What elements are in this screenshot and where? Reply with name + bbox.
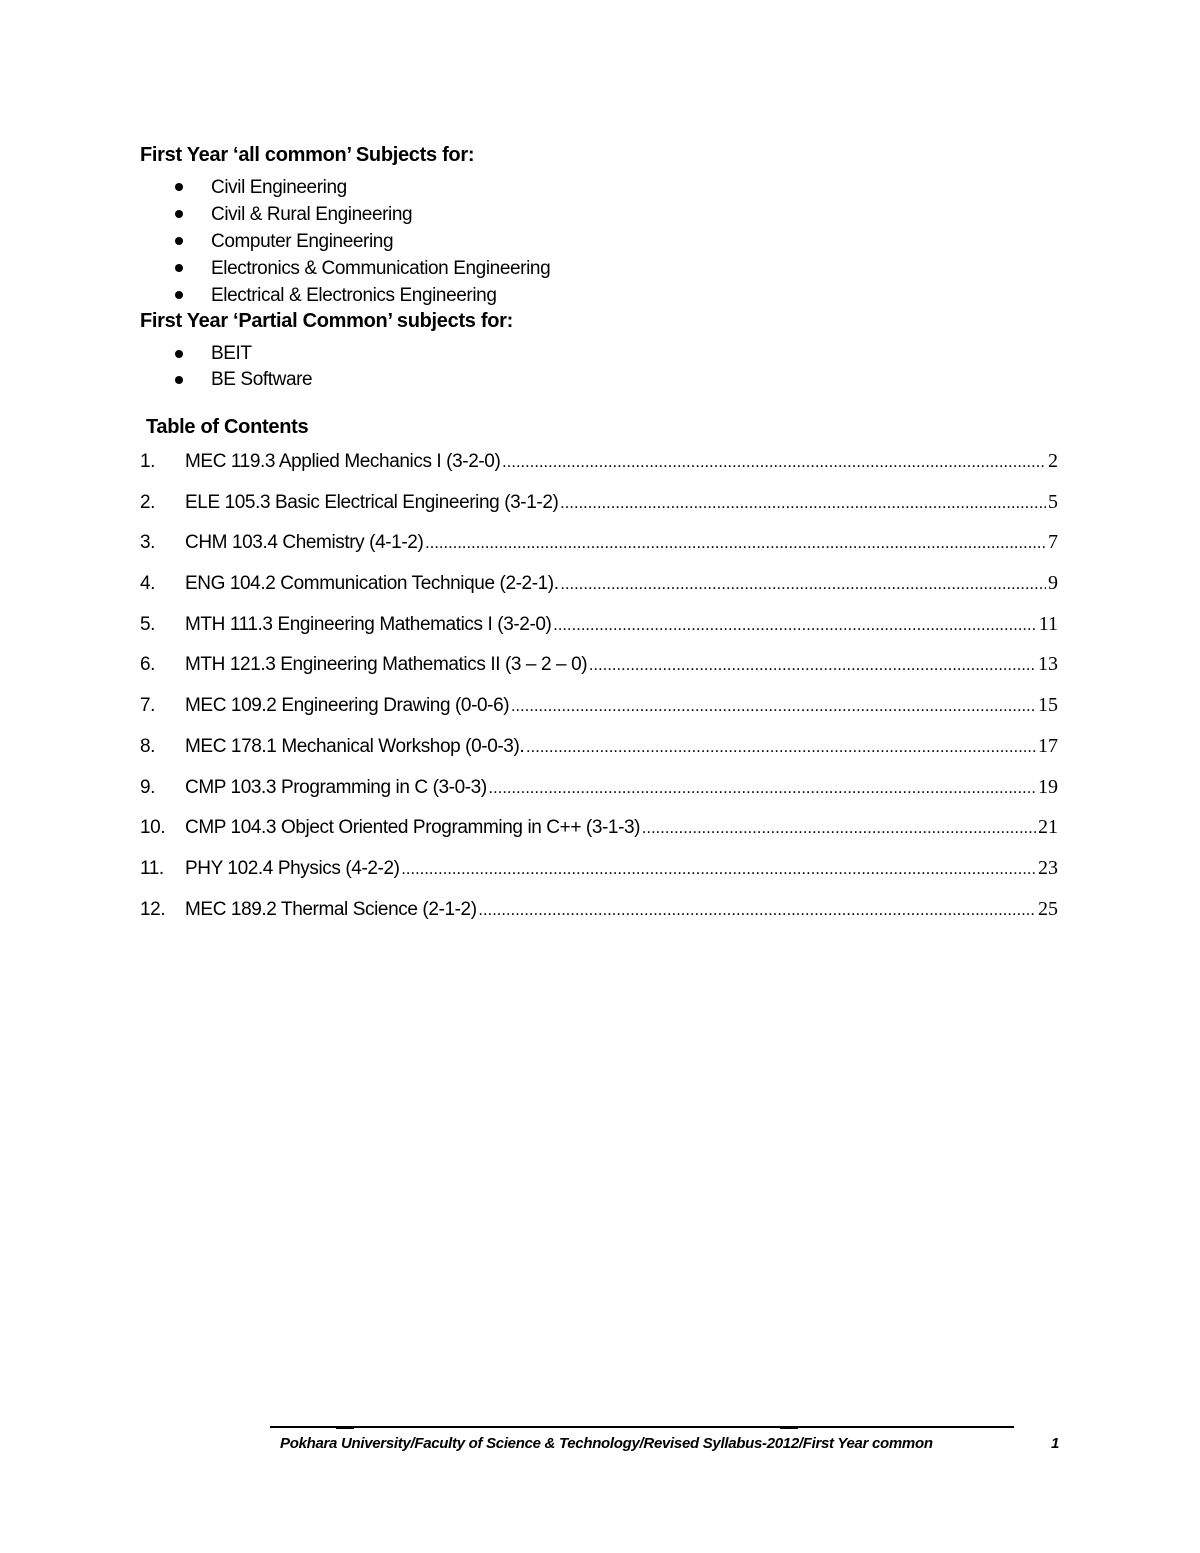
toc-dot-leader <box>561 572 1046 598</box>
toc-dot-leader <box>560 491 1046 517</box>
partial-common-heading: First Year ‘Partial Common’ subjects for: <box>140 310 514 332</box>
list-item-label: Civil & Rural Engineering <box>211 204 413 225</box>
all-common-heading: First Year ‘all common’ Subjects for: <box>140 144 475 166</box>
toc-entry-page[interactable]: 21 <box>1038 816 1058 839</box>
toc-entry[interactable] <box>140 733 1058 774</box>
list-item-label: BE Software <box>211 369 313 390</box>
list-item-label: Electrical & Electronics Engineering <box>211 285 497 306</box>
footer-divider-mark <box>780 1427 798 1429</box>
toc-entry-number: 12. <box>140 898 166 920</box>
footer-page-number: 1 <box>1051 1435 1060 1452</box>
toc-entry-number: 6. <box>140 654 156 676</box>
list-item <box>175 341 312 367</box>
toc-entry-page[interactable]: 9 <box>1048 572 1058 595</box>
toc-entry-page[interactable]: 25 <box>1038 897 1058 920</box>
partial-common-list <box>175 341 312 393</box>
toc-dot-leader <box>526 735 1036 761</box>
bullet-icon <box>175 350 183 358</box>
toc-entry[interactable] <box>140 448 1058 489</box>
toc-entry-title[interactable]: MTH 111.3 Engineering Mathematics I (3-2-0) <box>185 613 552 635</box>
toc-dot-leader <box>553 613 1036 639</box>
toc-entry-number: 9. <box>140 776 156 798</box>
list-item <box>175 367 312 393</box>
list-item <box>175 255 550 282</box>
toc-entry-title[interactable]: CMP 103.3 Programming in C (3-0-3) <box>185 776 487 798</box>
toc-entry-number: 7. <box>140 695 156 717</box>
toc-entry-page[interactable]: 11 <box>1038 612 1058 635</box>
toc-entry-page[interactable]: 13 <box>1038 653 1058 676</box>
toc-entry[interactable] <box>140 489 1058 530</box>
toc-entry-title[interactable]: MEC 178.1 Mechanical Workshop (0-0-3). <box>185 735 525 757</box>
toc-dot-leader <box>489 776 1036 802</box>
list-item-label: BEIT <box>211 343 252 364</box>
toc-entry[interactable] <box>140 692 1058 733</box>
toc-dot-leader <box>402 857 1036 883</box>
bullet-icon <box>175 291 183 299</box>
toc-entry-title[interactable]: MEC 119.3 Applied Mechanics I (3-2-0) <box>185 451 501 472</box>
toc-entry[interactable] <box>140 611 1058 652</box>
toc-entry[interactable] <box>140 529 1058 570</box>
toc-entry-title[interactable]: MTH 121.3 Engineering Mathematics II (3 – 2 – 0) <box>185 654 588 676</box>
toc-dot-leader <box>642 816 1036 842</box>
toc-entry-number: 2. <box>140 491 156 513</box>
toc-entry-page[interactable]: 7 <box>1048 531 1058 554</box>
toc-entry-title[interactable]: CMP 104.3 Object Oriented Programming in C++ (3-1-3) <box>185 817 641 839</box>
toc-entry-number: 3. <box>140 532 156 554</box>
toc-entry-title[interactable]: ELE 105.3 Basic Electrical Engineering (3-1-2) <box>185 491 559 513</box>
list-item <box>175 228 550 255</box>
footer-text: Pokhara University/Faculty of Science & Technology/Revised Syllabus-2012/First Year common <box>280 1435 933 1452</box>
toc-entry-title[interactable]: MEC 189.2 Thermal Science (2-1-2) <box>185 898 477 920</box>
bullet-icon <box>175 183 183 191</box>
all-common-list <box>175 174 550 309</box>
toc-entry-page[interactable]: 5 <box>1048 490 1058 513</box>
toc-entry-page[interactable]: 23 <box>1038 856 1058 879</box>
list-item <box>175 174 550 201</box>
footer-divider-mark <box>336 1427 354 1429</box>
toc-entry-title[interactable]: MEC 109.2 Engineering Drawing (0-0-6) <box>185 695 510 717</box>
toc-entry[interactable] <box>140 651 1058 692</box>
toc-entry-number: 5. <box>140 613 156 635</box>
bullet-icon <box>175 376 183 384</box>
toc-dot-leader <box>511 694 1036 720</box>
toc-entry-number: 10. <box>140 817 166 839</box>
toc-entry-page[interactable]: 19 <box>1038 775 1058 798</box>
toc-entry[interactable] <box>140 774 1058 815</box>
toc-entry[interactable] <box>140 814 1058 855</box>
bullet-icon <box>175 210 183 218</box>
toc-entry-number: 8. <box>140 735 156 757</box>
toc-dot-leader <box>589 653 1036 679</box>
toc-entry-number: 4. <box>140 573 156 595</box>
toc-entry[interactable] <box>140 570 1058 611</box>
toc-entry-page[interactable]: 2 <box>1048 450 1058 472</box>
toc-entry-title[interactable]: ENG 104.2 Communication Technique (2-2-1). <box>185 573 559 595</box>
toc-entry-title[interactable]: CHM 103.4 Chemistry (4-1-2) <box>185 532 424 554</box>
toc-dot-leader <box>425 531 1046 557</box>
list-item <box>175 282 550 309</box>
toc-dot-leader <box>502 450 1046 476</box>
list-item <box>175 201 550 228</box>
toc-entry-page[interactable]: 17 <box>1038 734 1058 757</box>
toc-title: Table of Contents <box>146 416 309 438</box>
toc-entry[interactable] <box>140 896 1058 937</box>
bullet-icon <box>175 237 183 245</box>
toc-entry-number: 11. <box>140 857 164 879</box>
toc-entry-title[interactable]: PHY 102.4 Physics (4-2-2) <box>185 857 400 879</box>
table-of-contents <box>140 448 1058 936</box>
toc-entry[interactable] <box>140 855 1058 896</box>
toc-dot-leader <box>479 898 1036 924</box>
toc-entry-number: 1. <box>140 451 156 472</box>
bullet-icon <box>175 264 183 272</box>
list-item-label: Civil Engineering <box>211 177 347 198</box>
list-item-label: Electronics & Communication Engineering <box>211 258 551 279</box>
footer-divider <box>270 1426 1014 1428</box>
toc-entry-page[interactable]: 15 <box>1038 694 1058 717</box>
list-item-label: Computer Engineering <box>211 231 394 252</box>
